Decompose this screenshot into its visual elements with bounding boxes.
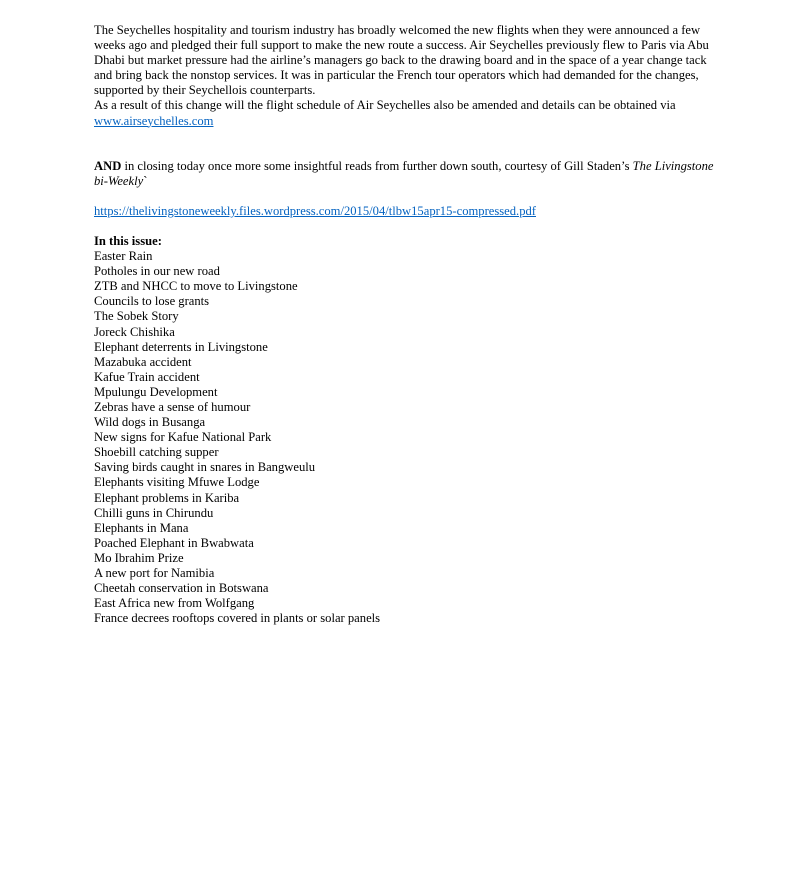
closing-trailing: ` (143, 173, 148, 188)
issue-item: Saving birds caught in snares in Bangweulu (94, 460, 316, 475)
intro-paragraph: The Seychelles hospitality and tourism industry has broadly welcomed the new flights when they were announced a few weeks ago and pledged their full support to make the new route a success. Air Seychelles previously flew to Paris via Abu Dhabi but market pressure had the airline’s managers go back to the drawing board and in the space of a year change tack and bring back the nonstop services. It was in particular the French tour operators which had demanded for the changes, supported by their Seychellois counterparts. (94, 23, 709, 98)
schedule-paragraph (94, 98, 714, 128)
closing-text: in closing today once more some insightful reads from further down south, courtesy of Gill Staden’s (124, 158, 630, 173)
spacer (94, 219, 714, 234)
issue-item: Poached Elephant in Bwabwata (94, 535, 254, 550)
issue-heading: In this issue: (94, 233, 162, 248)
issue-item: Elephants visiting Mfuwe Lodge (94, 475, 260, 490)
and-word: AND (94, 158, 122, 173)
issue-item: Potholes in our new road (94, 264, 220, 279)
issue-item: France decrees rooftops covered in plants or solar panels (94, 611, 381, 626)
issue-item: The Sobek Story (94, 309, 179, 324)
publication-name: The Livingstone bi-Weekly (94, 158, 714, 188)
issue-item: A new port for Namibia (94, 566, 215, 580)
closing-paragraph (94, 159, 714, 189)
newsletter-pdf-link[interactable]: https://thelivingstoneweekly.files.wordpress.com/2015/04/tlbw15apr15-compressed.pdf (94, 203, 536, 218)
spacer (94, 129, 714, 159)
issue-item: Mazabuka accident (94, 354, 192, 369)
issue-item: ZTB and NHCC to move to Livingstone (94, 279, 298, 294)
issue-item: Chilli guns in Chirundu (94, 505, 214, 520)
newsletter-link-line (94, 204, 714, 219)
issue-item: Elephant deterrents in Livingstone (94, 339, 268, 354)
issue-item: Kafue Train accident (94, 369, 200, 384)
issue-item: New signs for Kafue National Park (94, 430, 272, 445)
issue-item: Mo Ibrahim Prize (94, 550, 184, 565)
issue-item: East Africa new from Wolfgang (94, 596, 255, 611)
airseychelles-link[interactable]: www.airseychelles.com (94, 113, 214, 128)
issue-item: Elephant problems in Kariba (94, 490, 240, 505)
schedule-text: As a result of this change will the flight schedule of Air Seychelles also be amended and details can be obtained via (94, 98, 676, 113)
issue-list (94, 249, 714, 626)
issue-item: Councils to lose grants (94, 294, 210, 309)
issue-item: Mpulungu Development (94, 384, 218, 399)
issue-item: Wild dogs in Busanga (94, 415, 206, 430)
issue-item: Joreck Chishika (94, 324, 175, 339)
issue-item: Zebras have a sense of humour (94, 399, 251, 414)
spacer (94, 189, 714, 204)
issue-item: Easter Rain (94, 249, 153, 264)
issue-item: Elephants in Mana (94, 520, 189, 535)
issue-item: Shoebill catching supper (94, 445, 219, 460)
document-page (94, 23, 714, 626)
issue-item: Cheetah conservation in Botswana (94, 581, 269, 596)
